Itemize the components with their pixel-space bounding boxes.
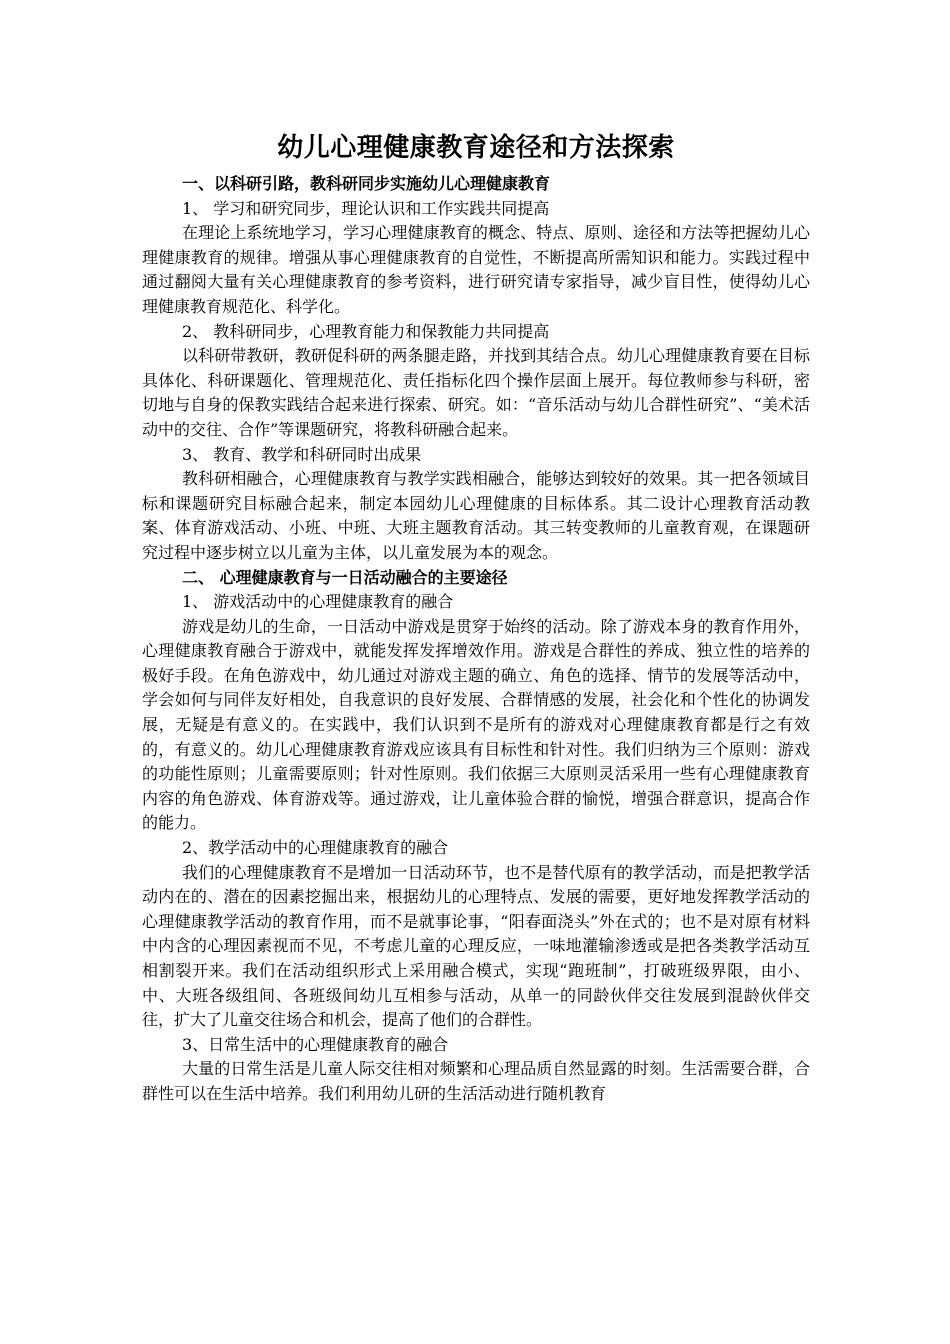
- paragraph: 游戏是幼儿的生命，一日活动中游戏是贯穿于始终的活动。除了游戏本身的教育作用外，心理健康教育融合于游戏中，就能发挥发挥增效作用。游戏是合群性的养成、独立性的培养的极好手段。在角色游戏中，幼儿通过对游戏主题的确立、角色的选择、情节的发展等活动中，学会如何与同伴友好相处，自我意识的良好发展、合群情感的发展，社会化和个性化的协调发展，无疑是有意义的。在实践中，我们认识到不是所有的游戏对心理健康教育都是行之有效的，有意义的。幼儿心理健康教育游戏应该具有目标性和针对性。我们归纳为三个原则：游戏的功能性原则；儿童需要原则；针对性原则。我们依据三大原则灵活采用一些有心理健康教育内容的角色游戏、体育游戏等。通过游戏，让儿童体验合群的愉悦，增强合群意识，提高合作的能力。: [142, 616, 810, 833]
- section-1-heading: 一、以科研引路，教科研同步实施幼儿心理健康教育: [182, 174, 551, 193]
- subsection-1-2-heading: 2、 教科研同步，心理教育能力和保教能力共同提高: [182, 321, 550, 341]
- paragraph: 我们的心理健康教育不是增加一日活动环节，也不是替代原有的教学活动，而是把教学活动内在的、潜在的因素挖掘出来，根据幼儿的心理特点、发展的需要，更好地发挥教学活动的心理健康教学活动的教育作用，而不是就事论事，“阳春面浇头”外在式的；也不是对原有材料中内含的心理因素视而不见，不考虑儿童的心理反应，一味地灌输渗透或是把各类教学活动互相割裂开来。我们在活动组织形式上采用融合模式，实现“跑班制”，打破班级界限，由小、中、大班各级组间、各班级间幼儿互相参与活动，从单一的同龄伙伴交往发展到混龄伙伴交往，扩大了儿童交往场合和机会，提高了他们的合群性。: [142, 862, 810, 1030]
- subsection-1-3-heading: 3、 教育、教学和科研同时出成果: [182, 444, 422, 464]
- section-2-heading: 二、 心理健康教育与一日活动融合的主要途径: [182, 567, 508, 587]
- subsection-1-1-heading: 1、 学习和研究同步，理论认识和工作实践共同提高: [182, 198, 550, 218]
- document-page: [142, 128, 810, 1107]
- paragraph: 大量的日常生活是儿童人际交往相对频繁和心理品质自然显露的时刻。生活需要合群，合群性可以在生活中培养。我们利用幼儿研的生活活动进行随机教育: [142, 1059, 810, 1103]
- paragraph: 以科研带教研，教研促科研的两条腿走路，并找到其结合点。幼儿心理健康教育要在目标具体化、科研课题化、管理规范化、责任指标化四个操作层面上展开。每位教师参与科研，密切地与自身的保教实践结合起来进行探索、研究。如：“音乐活动与幼儿合群性研究”、“美术活动中的交往、合作”等课题研究，将教科研融合起来。: [142, 346, 810, 439]
- paragraph: 在理论上系统地学习，学习心理健康教育的概念、特点、原则、途径和方法等把握幼儿心理健康教育的规律。增强从事心理健康教育的自觉性，不断提高所需知识和能力。实践过程中通过翻阅大量有关心理健康教育的参考资料，进行研究请专家指导，减少盲目性，使得幼儿心理健康教育规范化、科学化。: [142, 223, 810, 316]
- paragraph: 教科研相融合，心理健康教育与教学实践相融合，能够达到较好的效果。其一把各领域目标和课题研究目标融合起来，制定本园幼儿心理健康的目标体系。其二设计心理教育活动教案、体育游戏活动、小班、中班、大班主题教育活动。其三转变教师的儿童教育观，在课题研究过程中逐步树立以儿童为主体，以儿童发展为本的观念。: [142, 469, 810, 562]
- document-body: [142, 172, 810, 1107]
- subsection-2-3-heading: 3、日常生活中的心理健康教育的融合: [182, 1034, 449, 1054]
- subsection-2-1-heading: 1、 游戏活动中的心理健康教育的融合: [182, 592, 454, 612]
- document-title: 幼儿心理健康教育途径和方法探索: [277, 133, 675, 163]
- subsection-2-2-heading: 2、教学活动中的心理健康教育的融合: [182, 838, 449, 858]
